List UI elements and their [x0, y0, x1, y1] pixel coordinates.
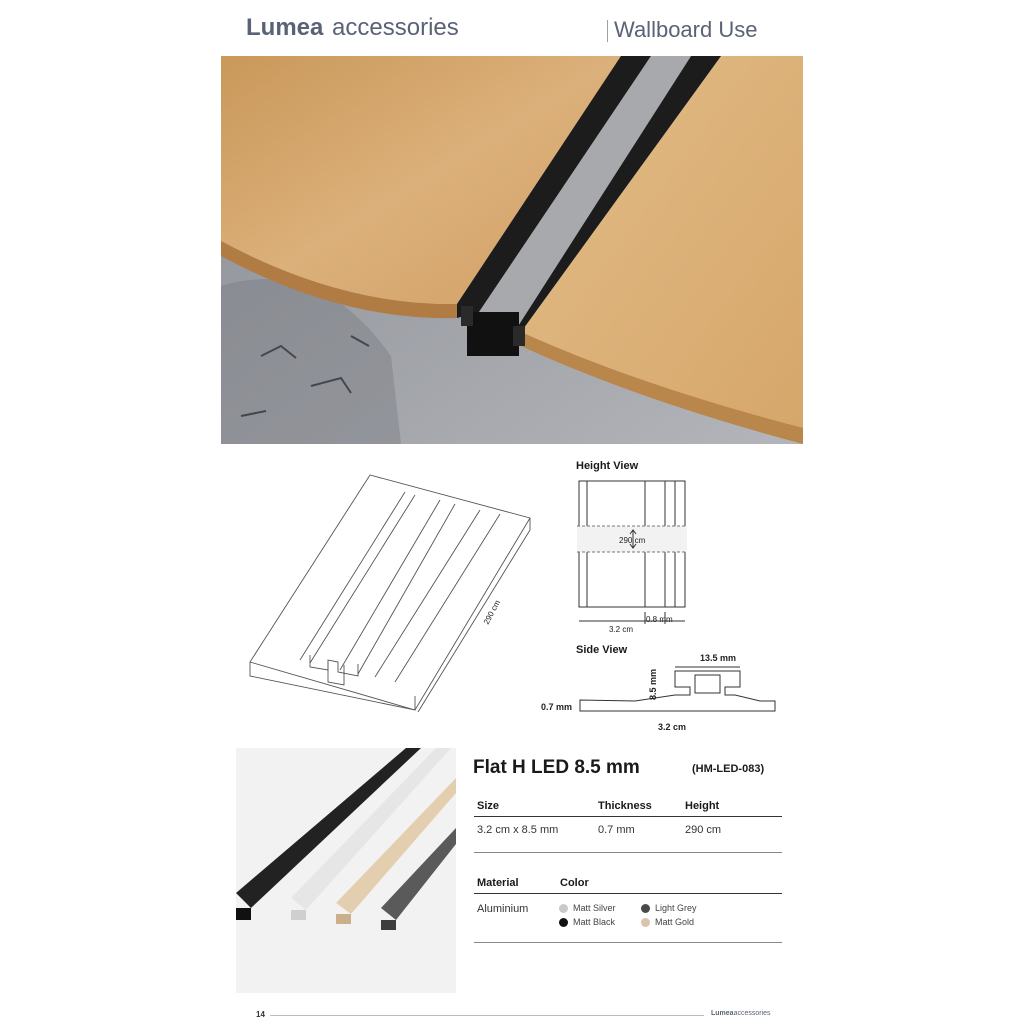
matt-silver-dot — [559, 904, 568, 913]
side-view-drawing — [575, 665, 785, 725]
iso-drawing — [240, 470, 540, 720]
material-value: Aluminium — [477, 903, 529, 915]
brand-name: Lumea — [246, 14, 324, 41]
brand-header — [246, 14, 459, 42]
material-rule-bottom — [474, 942, 782, 943]
section-title: Wallboard Use — [614, 17, 758, 42]
footer-brand-name: Lumea — [711, 1010, 734, 1017]
height-view-title: Height View — [576, 460, 639, 472]
brand-suffix: accessories — [332, 14, 459, 41]
height-view-gap: 0.8 mm — [646, 615, 673, 624]
material-rule-top — [474, 893, 782, 894]
matt-black-dot — [559, 918, 568, 927]
side-view-top: 13.5 mm — [700, 653, 737, 663]
color-swatch-matt-black — [559, 917, 615, 927]
color-name: Matt Gold — [655, 917, 695, 927]
color-name: Matt Silver — [573, 903, 616, 913]
material-header: Material — [477, 877, 519, 889]
product-code: (HM-LED-083) — [692, 763, 765, 775]
height-view-drawing — [575, 478, 690, 636]
side-view-title: Side View — [576, 644, 628, 656]
side-view-thickness: 0.7 mm — [541, 702, 573, 712]
footer-rule — [270, 1015, 704, 1016]
spec-rule-top — [474, 816, 782, 817]
side-view-height: 8.5 mm — [648, 668, 658, 700]
spec-header-height: Height — [685, 800, 720, 812]
matt-gold-dot — [641, 918, 650, 927]
spec-value-thickness: 0.7 mm — [598, 824, 635, 836]
spec-header-size: Size — [477, 800, 500, 812]
footer-brand — [711, 1010, 771, 1017]
spec-header-thickness: Thickness — [598, 800, 652, 812]
page-number: 14 — [256, 1010, 265, 1019]
hero-photo — [221, 56, 803, 444]
color-name: Light Grey — [655, 903, 697, 913]
footer-brand-suffix: accessories — [733, 1010, 771, 1017]
side-view-width: 3.2 cm — [658, 722, 687, 732]
height-view-width: 3.2 cm — [609, 625, 634, 634]
light-grey-dot — [641, 904, 650, 913]
color-header: Color — [560, 877, 589, 889]
color-swatch-matt-gold — [641, 917, 694, 927]
height-view-length: 290 cm — [619, 536, 646, 545]
spec-rule-bottom — [474, 852, 782, 853]
color-swatch-matt-silver — [559, 903, 616, 913]
product-title: Flat H LED 8.5 mm — [473, 757, 640, 778]
color-name: Matt Black — [573, 917, 616, 927]
product-photo — [236, 748, 456, 993]
spec-value-height: 290 cm — [685, 824, 722, 836]
iso-length-label: 290 cm — [481, 598, 503, 626]
header-divider — [607, 20, 608, 42]
color-swatch-light-grey — [641, 903, 697, 913]
spec-value-size: 3.2 cm x 8.5 mm — [477, 824, 559, 836]
